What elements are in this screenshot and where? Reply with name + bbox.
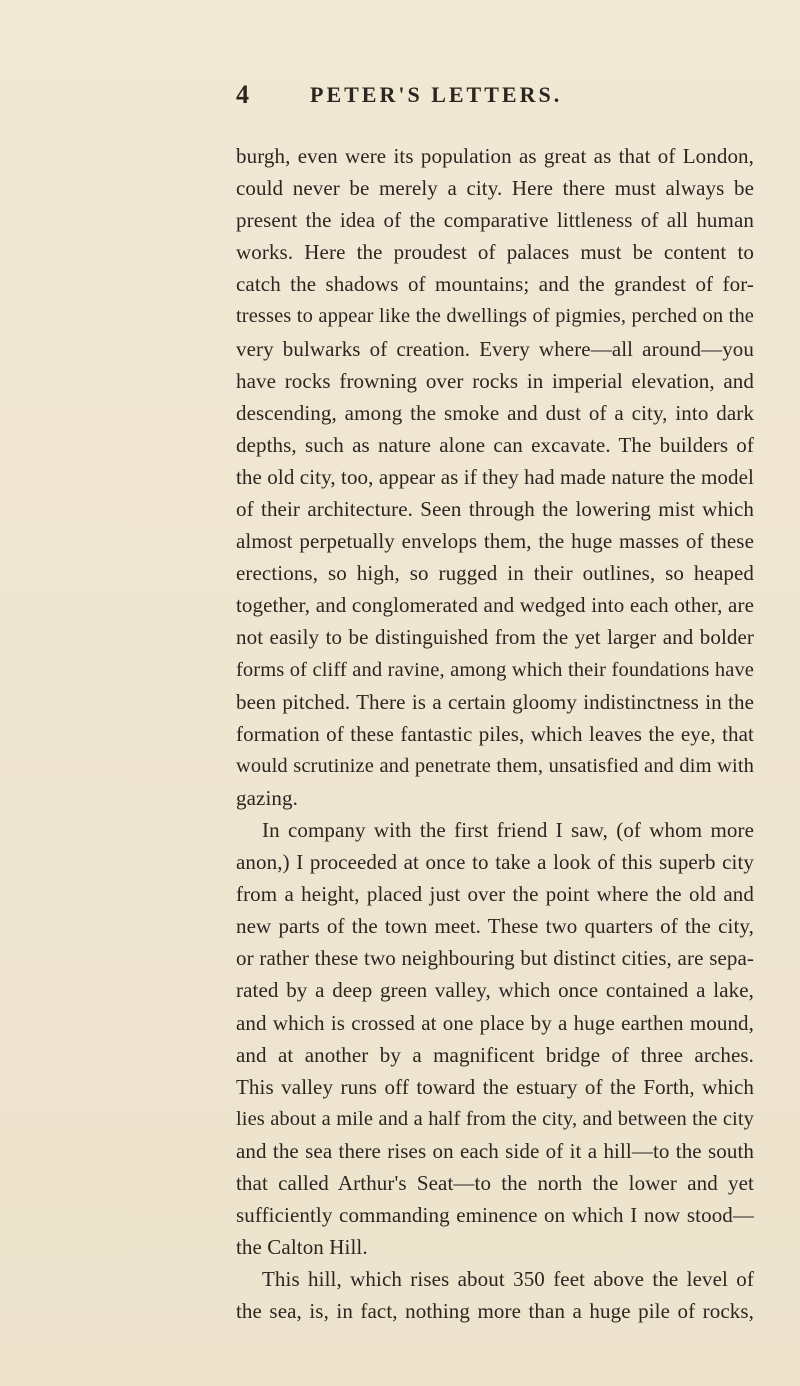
text-line: This hill, which rises about 350 feet above the level of xyxy=(262,1267,754,1292)
text-line: This valley runs off toward the estuary of the Forth, which xyxy=(236,1074,754,1099)
text-line: the old city, too, appear as if they had made nature the model xyxy=(236,464,754,489)
text-line: erections, so high, so rugged in their outlines, so heaped xyxy=(236,561,754,586)
text-line: present the idea of the comparative littleness of all human xyxy=(236,208,754,233)
text-line: forms of cliff and ravine, among which their foundations have xyxy=(236,658,754,681)
text-line: depths, such as nature alone can excavate. The builders of xyxy=(236,432,754,457)
text-line: not easily to be distinguished from the yet larger and bolder xyxy=(236,625,754,650)
text-line: burgh, even were its population as great as that of London, xyxy=(236,144,754,168)
body-text xyxy=(236,140,754,1327)
text-line: from a height, placed just over the point where the old and xyxy=(236,882,754,907)
text-line: and the sea there rises on each side of it a hill—to the south xyxy=(236,1138,754,1163)
text-line: that called Arthur's Seat—to the north the lower and yet xyxy=(236,1171,754,1195)
page-header xyxy=(0,80,800,120)
text-line: tresses to appear like the dwellings of pigmies, perched on the xyxy=(236,305,754,328)
text-line: sufficiently commanding eminence on which I now stood— xyxy=(236,1203,754,1228)
text-line: and at another by a magnificent bridge of three arches. xyxy=(236,1042,754,1067)
text-line: gazing. xyxy=(236,785,298,810)
text-line: descending, among the smoke and dust of a city, into dark xyxy=(236,400,754,425)
text-line: almost perpetually envelops them, the huge masses of these xyxy=(236,529,754,554)
text-line: would scrutinize and penetrate them, unsatisfied and dim with xyxy=(236,754,754,777)
text-line: In company with the first friend I saw, (of whom more xyxy=(262,817,754,842)
text-line: rated by a deep green valley, which once contained a lake, xyxy=(236,978,754,1003)
text-line: the Calton Hill. xyxy=(236,1235,368,1260)
text-line: or rather these two neighbouring but distinct cities, are sepa- xyxy=(236,946,754,971)
text-line: catch the shadows of mountains; and the grandest of for- xyxy=(236,272,754,297)
text-line: the sea, is, in fact, nothing more than a huge pile of rocks, xyxy=(236,1299,754,1324)
text-line: been pitched. There is a certain gloomy indistinctness in the xyxy=(236,689,754,714)
text-line: anon,) I proceeded at once to take a look of this superb city xyxy=(236,850,754,875)
text-line: have rocks frowning over rocks in imperial elevation, and xyxy=(236,368,754,393)
page-number: 4 xyxy=(236,80,250,109)
text-line: lies about a mile and a half from the city, and between the city xyxy=(236,1107,754,1130)
running-title: PETER'S LETTERS. xyxy=(310,82,563,107)
text-line: formation of these fantastic piles, which leaves the eye, that xyxy=(236,721,754,746)
text-line: of their architecture. Seen through the lowering mist which xyxy=(236,497,754,522)
text-line: and which is crossed at one place by a huge earthen mound, xyxy=(236,1010,754,1035)
text-line: new parts of the town meet. These two quarters of the city, xyxy=(236,914,754,939)
text-line: could never be merely a city. Here there must always be xyxy=(236,176,754,201)
text-line: together, and conglomerated and wedged into each other, are xyxy=(236,593,754,618)
text-line: very bulwarks of creation. Every where—all around—you xyxy=(236,336,754,361)
text-line: works. Here the proudest of palaces must be content to xyxy=(236,240,754,265)
